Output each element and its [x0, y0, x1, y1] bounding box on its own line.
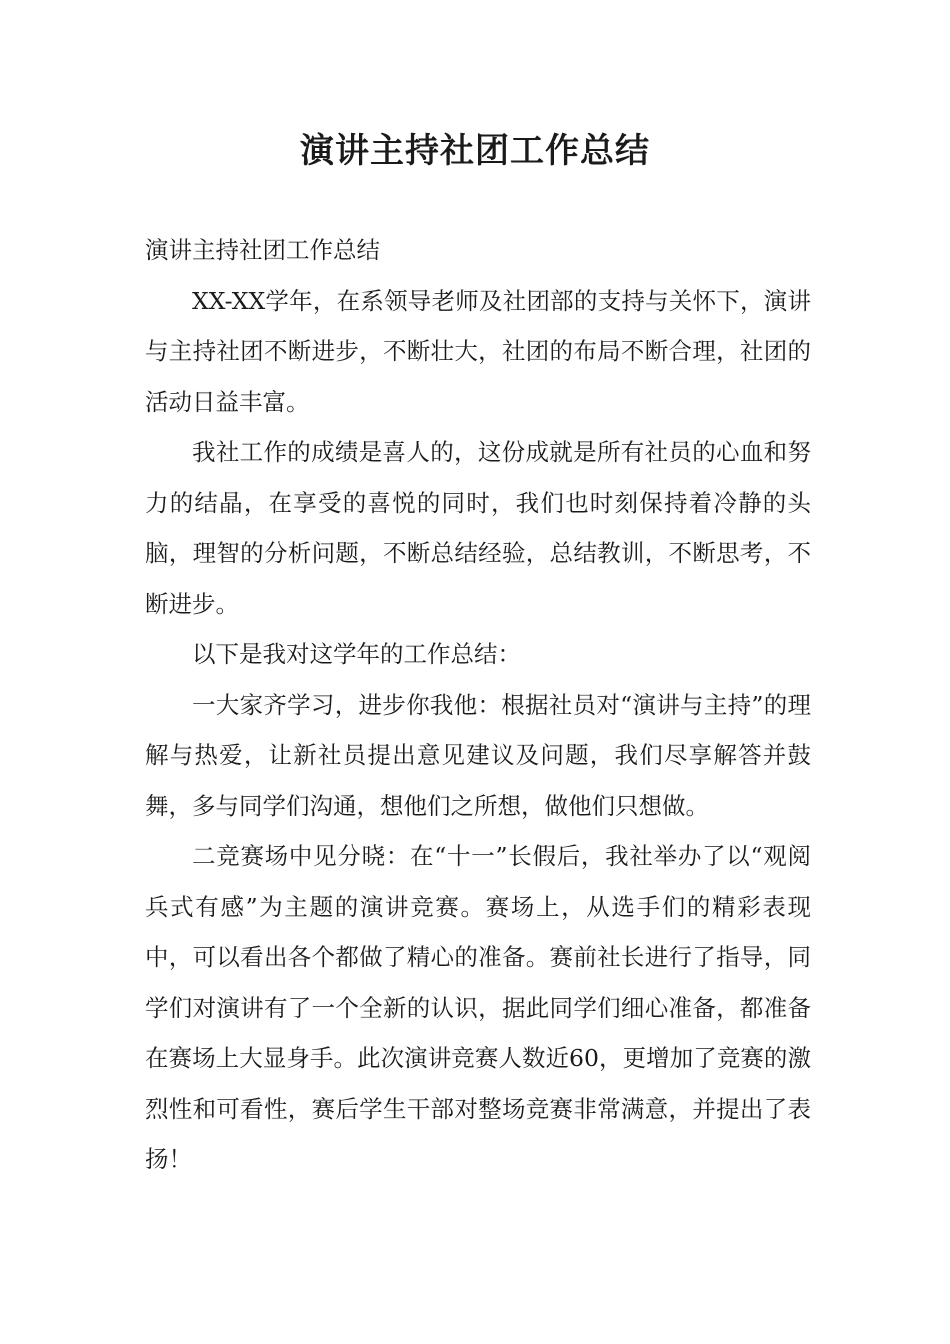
paragraph-intro: XX-XX学年，在系领导老师及社团部的支持与关怀下，演讲与主持社团不断进步，不断壮大，社团的布局不断合理，社团的活动日益丰富。	[145, 286, 811, 416]
document-title: 演讲主持社团工作总结	[300, 131, 650, 171]
body-heading: 演讲主持社团工作总结	[145, 236, 380, 264]
paragraph-summary-lead: 以下是我对这学年的工作总结：	[192, 640, 521, 668]
paragraph-item-one: 一大家齐学习，进步你我他：根据社员对“演讲与主持”的理解与热爱，让新社员提出意见建议及问题，我们尽享解答并鼓舞，多与同学们沟通，想他们之所想，做他们只想做。	[145, 690, 811, 820]
document-body	[145, 225, 811, 1185]
paragraph-achievements: 我社工作的成绩是喜人的，这份成就是所有社员的心血和努力的结晶，在享受的喜悦的同时，我们也时刻保持着冷静的头脑，理智的分析问题，不断总结经验，总结教训，不断思考，不断进步。	[145, 438, 811, 618]
paragraph-item-two: 二竞赛场中见分晓：在“十一”长假后，我社举办了以“观阅兵式有感”为主题的演讲竞赛。赛场上，从选手们的精彩表现中，可以看出各个都做了精心的准备。赛前社长进行了指导，同学们对演讲有了一个全新的认识，据此同学们细心准备，都准备在赛场上大显身手。此次演讲竞赛人数近60，更增加了竞赛的激烈性和可看性，赛后学生干部对整场竞赛非常满意，并提出了表扬！	[145, 842, 811, 1173]
